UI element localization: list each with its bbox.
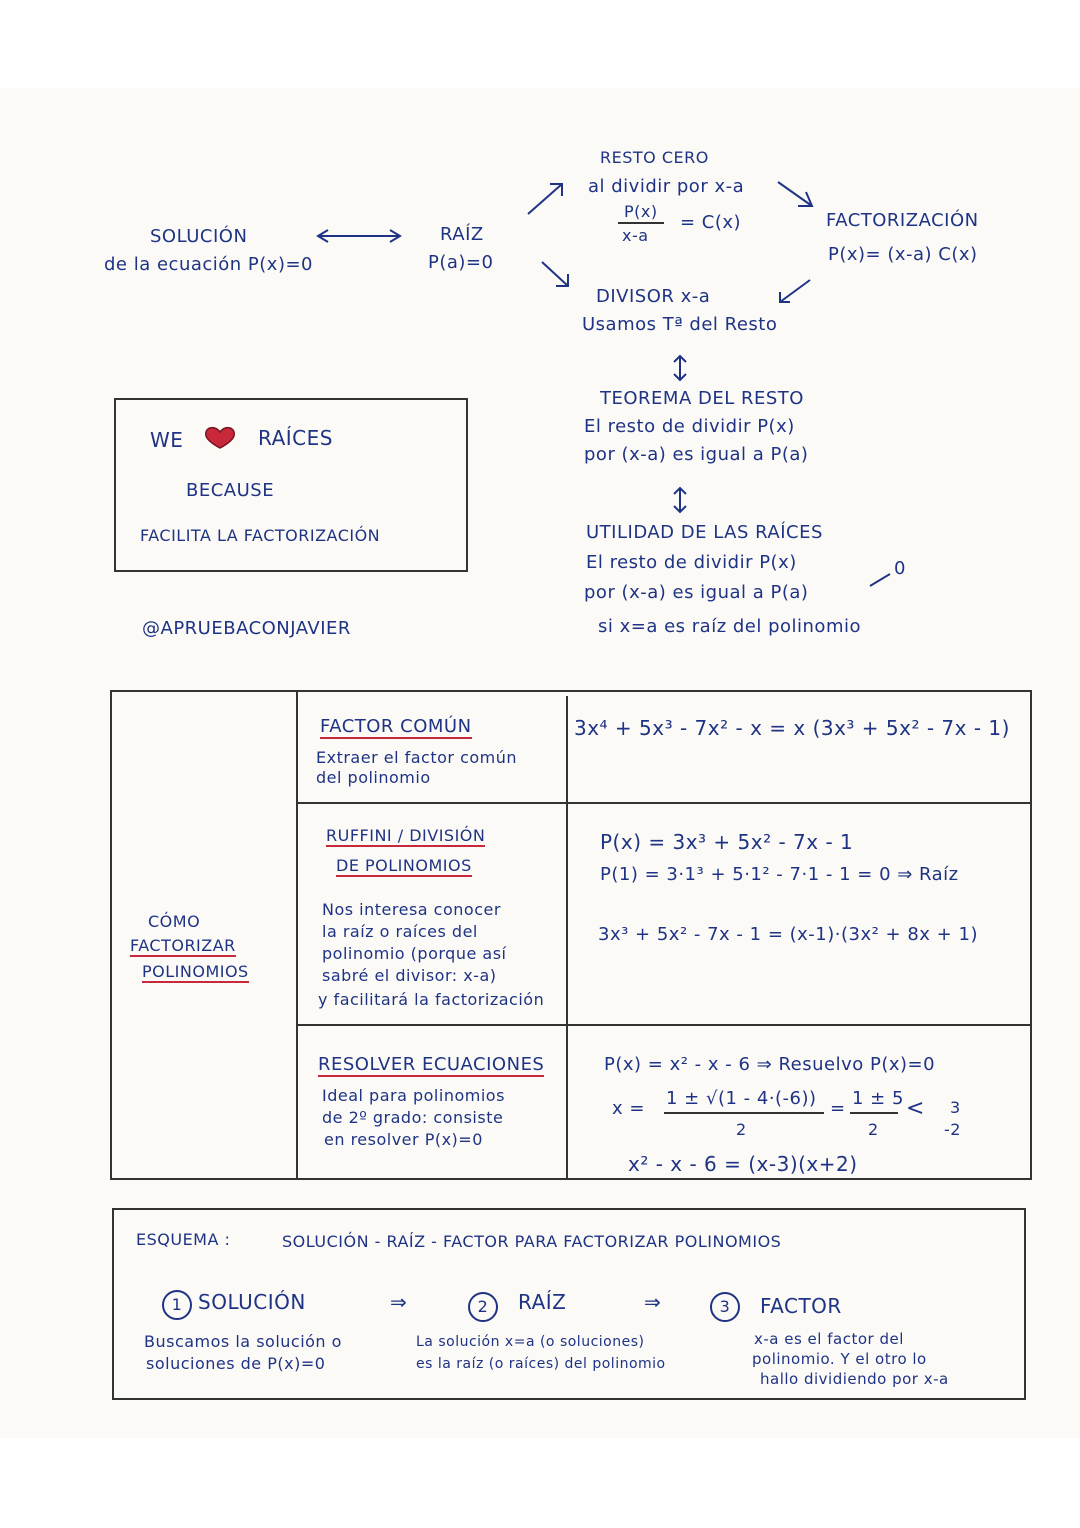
ruffini-desc-3: polinomio (porque así: [322, 944, 507, 963]
divisor-label: DIVISOR x-a: [596, 286, 711, 307]
step-3-label: FACTOR: [760, 1294, 842, 1318]
resolver-example-1: P(x) = x² - x - 6 ⇒ Resuelvo P(x)=0: [604, 1054, 936, 1075]
utilidad-line-2: por (x-a) es igual a P(a): [584, 582, 809, 603]
step-arrow-1: ⇒: [390, 1290, 408, 1314]
resolver-den2: 2: [868, 1120, 879, 1139]
step-1-desc-2: soluciones de P(x)=0: [146, 1354, 326, 1373]
step-1-desc-1: Buscamos la solución o: [144, 1332, 342, 1351]
left-label-2: FACTORIZAR: [130, 936, 236, 955]
ruffini-desc-1: Nos interesa conocer: [322, 900, 501, 919]
factorizacion-formula: P(x)= (x-a) C(x): [828, 244, 978, 265]
teorema-line-1: El resto de dividir P(x): [584, 416, 795, 437]
step-1-number: 1: [162, 1290, 192, 1320]
step-3-desc-2: polinomio. Y el otro lo: [752, 1350, 927, 1368]
factor-comun-example: 3x⁴ + 5x³ - 7x² - x = x (3x³ + 5x² - 7x - 1): [574, 716, 1010, 740]
love-box: [114, 398, 468, 572]
left-label-3: POLINOMIOS: [142, 962, 249, 981]
ruffini-example-2: P(1) = 3·1³ + 5·1² - 7·1 - 1 = 0 ⇒ Raíz: [600, 864, 959, 885]
step-3-number: 3: [710, 1292, 740, 1322]
resto-frac-num: P(x): [624, 202, 658, 221]
ruffini-example-1: P(x) = 3x³ + 5x² - 7x - 1: [600, 830, 854, 854]
step-2-desc-1: La solución x=a (o soluciones): [416, 1334, 645, 1350]
utilidad-zero: 0: [894, 558, 906, 579]
ruffini-title-a: RUFFINI / DIVISIÓN: [326, 826, 486, 845]
less-than-glyph: <: [906, 1096, 925, 1121]
left-label-1: CÓMO: [148, 912, 201, 931]
ruffini-desc-4: sabré el divisor: x-a): [322, 966, 497, 985]
resto-frac-den: x-a: [622, 226, 649, 245]
resto-frac-eq: = C(x): [680, 212, 742, 233]
step-3-desc-3: hallo dividiendo por x-a: [760, 1370, 949, 1388]
divisor-sub: Usamos Tª del Resto: [582, 314, 778, 335]
step-1-label: SOLUCIÓN: [198, 1290, 306, 1314]
resto-cero-title: RESTO CERO: [600, 148, 709, 167]
step-arrow-2: ⇒: [644, 1290, 662, 1314]
resolver-title: RESOLVER ECUACIONES: [318, 1054, 545, 1075]
step-3-desc-1: x-a es el factor del: [754, 1330, 904, 1348]
utilidad-line-3: si x=a es raíz del polinomio: [598, 616, 861, 637]
step-2-number: 2: [468, 1292, 498, 1322]
esquema-subtitle: SOLUCIÓN - RAÍZ - FACTOR PARA FACTORIZAR POLINOMIOS: [282, 1232, 782, 1251]
resolver-root-2: -2: [944, 1120, 961, 1139]
resolver-desc-3: en resolver P(x)=0: [324, 1130, 483, 1149]
teorema-title: TEOREMA DEL RESTO: [600, 388, 804, 409]
factorizacion-label: FACTORIZACIÓN: [826, 210, 979, 231]
resolver-desc-1: Ideal para polinomios: [322, 1086, 505, 1105]
factor-comun-title: FACTOR COMÚN: [320, 716, 472, 737]
resolver-example-3: x² - x - 6 = (x-3)(x+2): [628, 1152, 858, 1176]
resolver-den: 2: [736, 1120, 747, 1139]
utilidad-title: UTILIDAD DE LAS RAÍCES: [586, 522, 823, 543]
handle-text: @APRUEBACONJAVIER: [142, 618, 351, 639]
raiz-formula: P(a)=0: [428, 252, 494, 273]
resolver-x-eq: x =: [612, 1098, 645, 1119]
love-raices: RAÍCES: [258, 426, 333, 450]
factor-comun-desc-1: Extraer el factor común: [316, 748, 518, 767]
ruffini-desc-5: y facilitará la factorización: [318, 990, 545, 1009]
step-2-label: RAÍZ: [518, 1290, 567, 1314]
resolver-num: 1 ± √(1 - 4·(-6)): [666, 1088, 817, 1109]
love-because: BECAUSE: [186, 480, 275, 501]
factor-comun-desc-2: del polinomio: [316, 768, 431, 787]
resolver-num2: 1 ± 5: [852, 1088, 904, 1109]
ruffini-desc-2: la raíz o raíces del: [322, 922, 478, 941]
resolver-root-1: 3: [950, 1098, 961, 1117]
esquema-title: ESQUEMA :: [136, 1230, 231, 1249]
resolver-eq: =: [830, 1098, 846, 1119]
resto-cero-line: al dividir por x-a: [588, 176, 745, 197]
resolver-desc-2: de 2º grado: consiste: [322, 1108, 504, 1127]
love-we: WE: [150, 428, 184, 452]
ecuacion-label: de la ecuación P(x)=0: [104, 254, 314, 275]
step-2-desc-2: es la raíz (o raíces) del polinomio: [416, 1356, 666, 1372]
teorema-line-2: por (x-a) es igual a P(a): [584, 444, 809, 465]
ruffini-title-b: DE POLINOMIOS: [336, 856, 472, 875]
ruffini-example-3: 3x³ + 5x² - 7x - 1 = (x-1)·(3x² + 8x + 1): [598, 924, 978, 945]
solucion-label: SOLUCIÓN: [150, 226, 248, 247]
utilidad-line-1: El resto de dividir P(x): [586, 552, 797, 573]
love-facilita: FACILITA LA FACTORIZACIÓN: [140, 526, 381, 545]
fraction-bar: [618, 222, 664, 224]
raiz-label: RAÍZ: [440, 224, 484, 245]
